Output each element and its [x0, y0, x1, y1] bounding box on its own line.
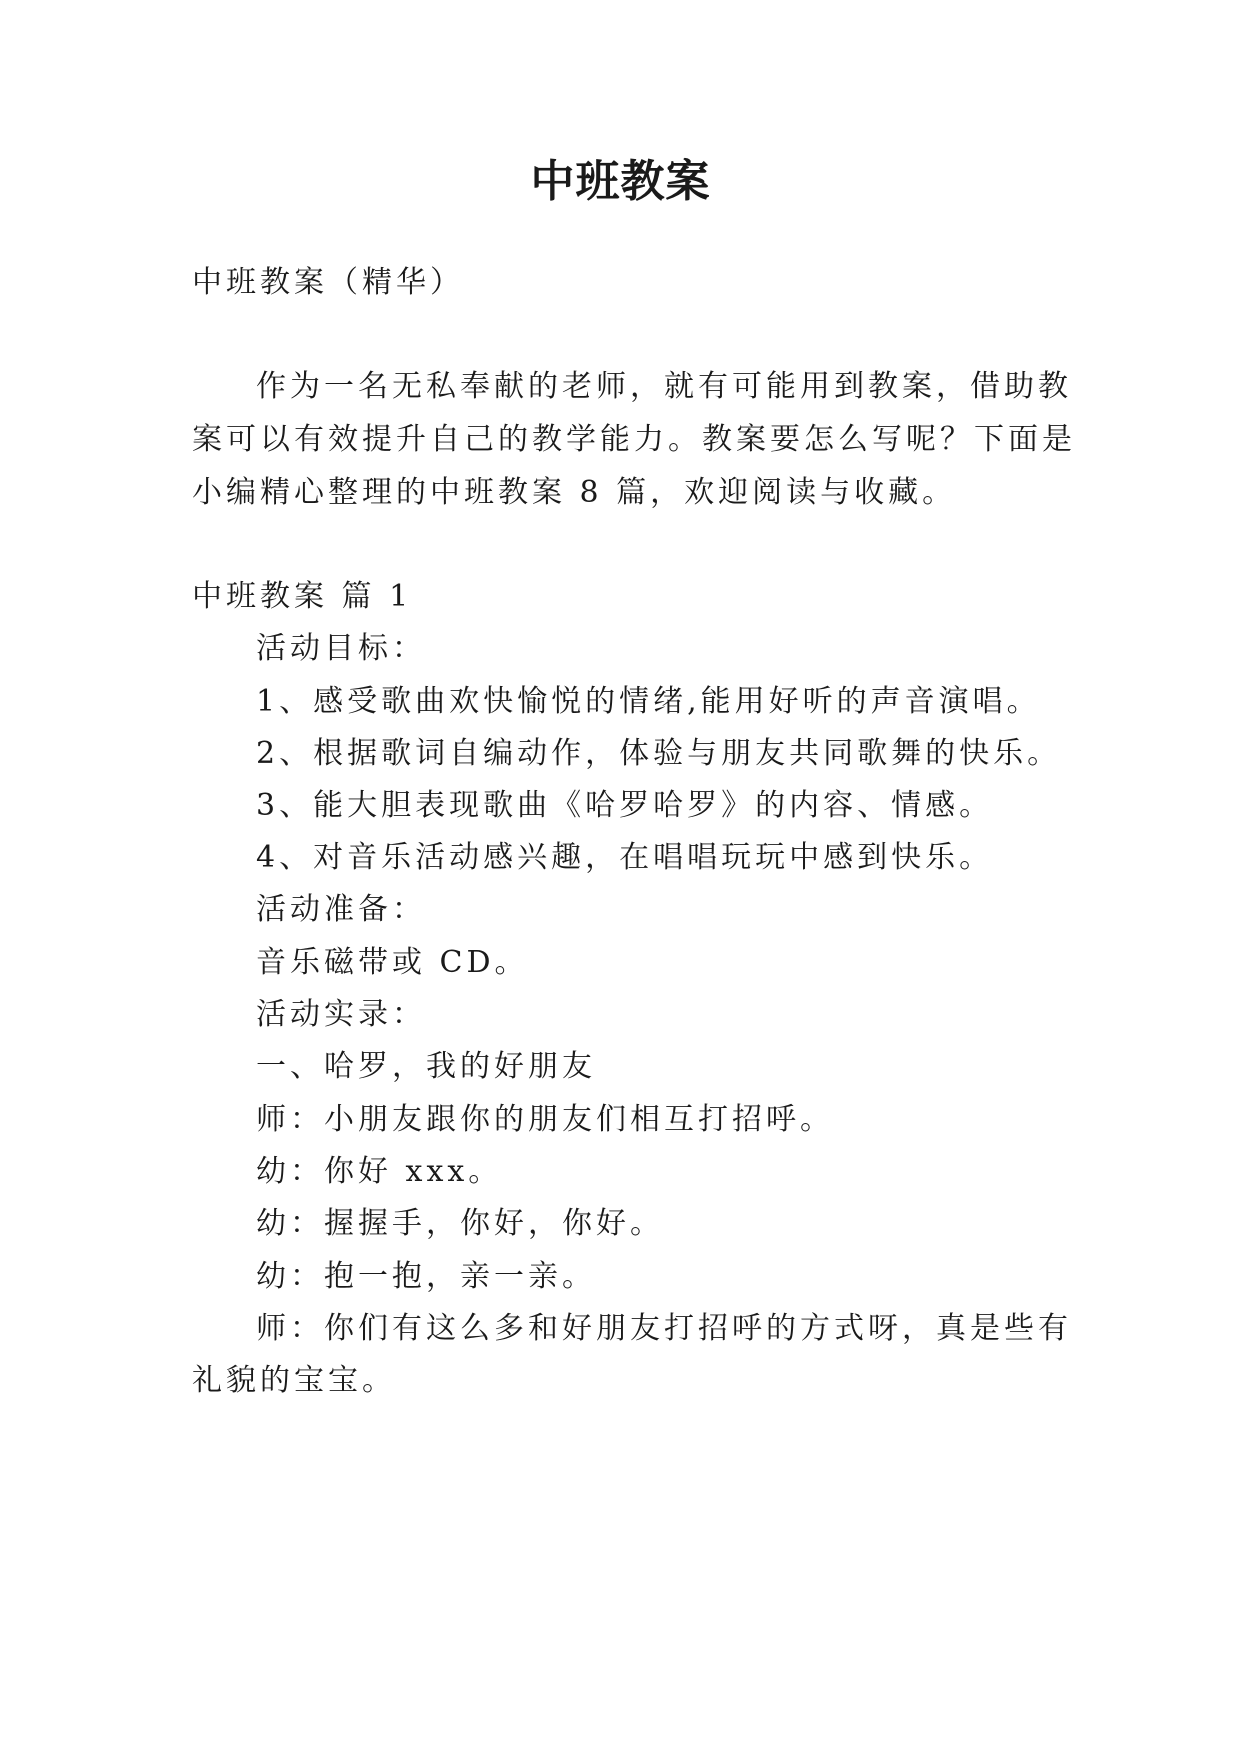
body-line: 一、哈罗，我的好朋友: [256, 1049, 596, 1084]
document-subtitle: 中班教案（精华）: [192, 265, 464, 300]
body-line: 2、根据歌词自编动作，体验与朋友共同歌舞的快乐。: [256, 736, 1062, 771]
body-line: 幼：握握手，你好，你好。: [256, 1206, 664, 1241]
body-line: 1、感受歌曲欢快愉悦的情绪,能用好听的声音演唱。: [256, 684, 1041, 719]
body-line: 活动实录：: [256, 997, 426, 1032]
body-line: 活动准备：: [256, 892, 426, 927]
body-line: 活动目标：: [256, 631, 426, 666]
document-title: 中班教案: [530, 156, 711, 207]
body-line: 师：小朋友跟你的朋友们相互打招呼。: [256, 1102, 834, 1137]
section-heading: 中班教案 篇 1: [192, 579, 413, 614]
body-line: 师：你们有这么多和好朋友打招呼的方式呀，真是些有: [256, 1311, 1072, 1346]
body-line: 3、能大胆表现歌曲《哈罗哈罗》的内容、情感。: [256, 788, 994, 823]
body-line: 幼：抱一抱，亲一亲。: [256, 1259, 596, 1294]
body-line: 幼：你好 xxx。: [256, 1154, 503, 1189]
intro-line: 案可以有效提升自己的教学能力。教案要怎么写呢？下面是: [192, 422, 1076, 457]
body-line: 音乐磁带或 CD。: [256, 945, 529, 980]
body-line: 4、对音乐活动感兴趣，在唱唱玩玩中感到快乐。: [256, 840, 994, 875]
intro-line: 小编精心整理的中班教案 8 篇，欢迎阅读与收藏。: [192, 475, 957, 510]
body-line: 礼貌的宝宝。: [192, 1363, 396, 1398]
intro-line: 作为一名无私奉献的老师，就有可能用到教案，借助教: [256, 369, 1072, 404]
